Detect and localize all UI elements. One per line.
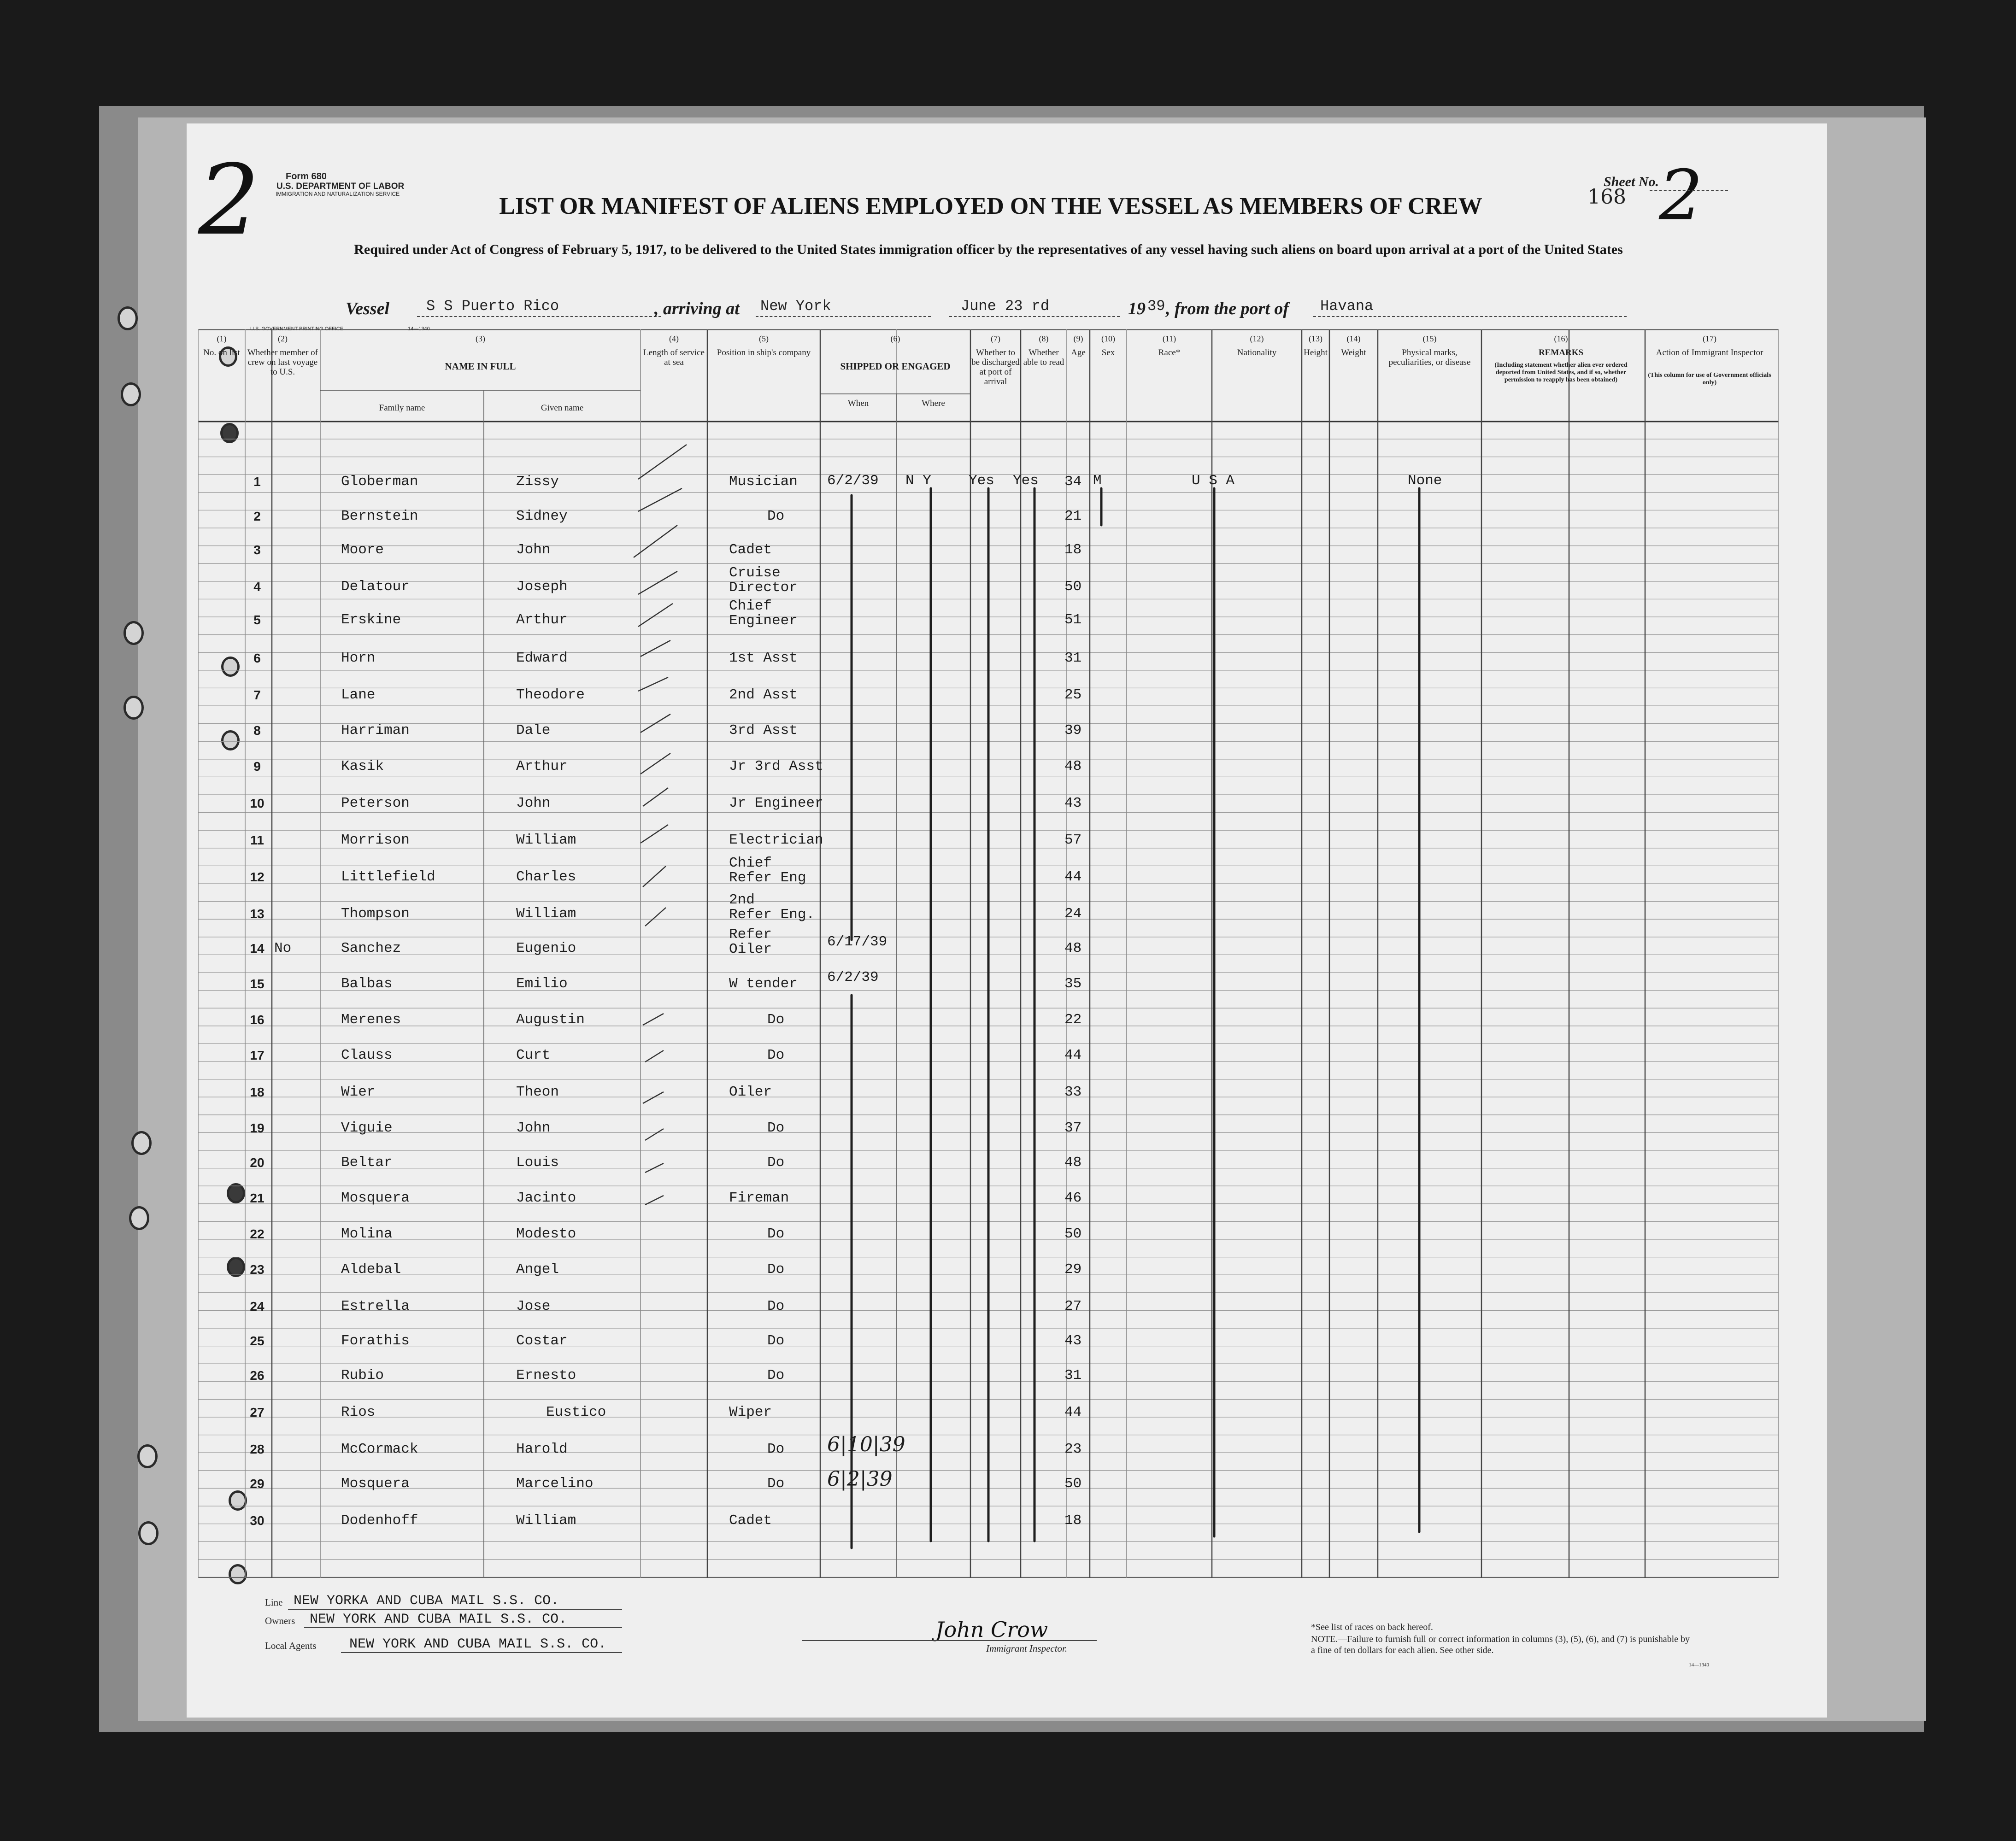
given-name: John bbox=[516, 795, 551, 811]
row-number: 30 bbox=[250, 1513, 264, 1528]
age: 44 bbox=[1064, 1047, 1082, 1063]
line-value: NEW YORKA AND CUBA MAIL S.S. CO. bbox=[294, 1593, 559, 1609]
given-name: John bbox=[516, 542, 551, 558]
position-in-company: Do bbox=[767, 508, 785, 524]
column-number: (15) bbox=[1422, 334, 1437, 343]
given-name: Edward bbox=[516, 650, 568, 666]
position-in-company: Cadet bbox=[729, 542, 772, 558]
position-in-company: Musician bbox=[729, 474, 798, 490]
given-name: Louis bbox=[516, 1155, 559, 1171]
given-name: Jacinto bbox=[516, 1190, 576, 1206]
family-name: Balbas bbox=[341, 976, 393, 992]
row-number: 25 bbox=[250, 1334, 264, 1348]
given-name: Dale bbox=[516, 722, 551, 739]
shipped-when: 6/17/39 bbox=[827, 934, 888, 950]
age: 37 bbox=[1064, 1120, 1082, 1136]
column-subheader: Family name bbox=[379, 403, 425, 413]
column-header: Position in ship's company bbox=[717, 348, 811, 358]
age: 44 bbox=[1064, 1404, 1082, 1420]
age: 48 bbox=[1064, 758, 1082, 774]
given-name: Marcelino bbox=[516, 1476, 594, 1492]
row-number: 8 bbox=[253, 723, 261, 738]
penalty-note: NOTE.—Failure to furnish full or correct information in columns (3), (5), (6), and (7) is punishable by a fine of ten dollars for each alien. See other side. bbox=[1311, 1634, 1690, 1655]
family-name: Merenes bbox=[341, 1012, 401, 1028]
family-name: Globerman bbox=[341, 474, 418, 490]
shipped-where-first: N Y bbox=[905, 473, 931, 489]
arrival-date: June 23 rd bbox=[961, 298, 1050, 315]
agents-underline bbox=[341, 1652, 622, 1653]
position-in-company: Chief Refer Eng bbox=[729, 855, 806, 886]
tick-mark bbox=[641, 753, 670, 774]
column-header: Race* bbox=[1158, 348, 1181, 358]
given-name: Angel bbox=[516, 1261, 559, 1278]
row-number: 22 bbox=[250, 1227, 264, 1241]
family-name: Littlefield bbox=[341, 869, 435, 885]
given-name: William bbox=[516, 906, 576, 922]
arrival-year: 39 bbox=[1147, 298, 1165, 315]
column-number: (9) bbox=[1073, 334, 1083, 343]
age: 31 bbox=[1064, 1367, 1082, 1384]
age: 46 bbox=[1064, 1190, 1082, 1206]
crew-last-voyage: No bbox=[274, 940, 292, 956]
given-name: John bbox=[516, 1120, 551, 1136]
able-to-read-first: Yes bbox=[1013, 473, 1039, 489]
column-header: Sex bbox=[1101, 348, 1115, 358]
vessel-name: S S Puerto Rico bbox=[426, 298, 559, 315]
family-name: Horn bbox=[341, 650, 376, 666]
family-name: Sanchez bbox=[341, 940, 401, 956]
column-number: (8) bbox=[1039, 334, 1049, 343]
age: 18 bbox=[1064, 1513, 1082, 1529]
given-name: Jose bbox=[516, 1298, 551, 1314]
given-name: Theodore bbox=[516, 687, 585, 703]
races-note: *See list of races on back hereof. bbox=[1311, 1622, 1433, 1632]
row-number: 20 bbox=[250, 1155, 264, 1170]
position-in-company: 2nd Asst bbox=[729, 687, 798, 703]
tick-mark bbox=[645, 1050, 664, 1062]
family-name: Kasik bbox=[341, 758, 384, 774]
position-in-company: Do bbox=[767, 1047, 785, 1063]
column-number: (16) bbox=[1554, 334, 1568, 343]
row-number: 17 bbox=[250, 1048, 264, 1062]
line-underline bbox=[288, 1609, 622, 1610]
family-name: Mosquera bbox=[341, 1476, 410, 1492]
position-in-company: Cadet bbox=[729, 1513, 772, 1529]
arriving-label: , arriving at bbox=[654, 299, 740, 318]
given-name: Arthur bbox=[516, 758, 568, 774]
column-header: Physical marks, peculiarities, or disease bbox=[1388, 348, 1471, 367]
tick-mark bbox=[643, 1014, 664, 1025]
arrival-port: New York bbox=[760, 298, 831, 315]
column-header: Length of service at sea bbox=[643, 348, 705, 367]
shipped-when: 6|10|39 bbox=[827, 1433, 905, 1456]
column-subheader: Where bbox=[922, 399, 945, 408]
column-subheader: When bbox=[847, 399, 869, 408]
family-name: Clauss bbox=[341, 1047, 393, 1063]
given-name: Arthur bbox=[516, 612, 568, 628]
column-header: Whether able to read bbox=[1023, 348, 1064, 367]
tick-mark bbox=[638, 571, 677, 594]
column-number: (10) bbox=[1101, 334, 1115, 343]
given-name: William bbox=[516, 1513, 576, 1529]
age: 43 bbox=[1064, 1333, 1082, 1349]
family-name: Erskine bbox=[341, 612, 401, 628]
position-in-company: 1st Asst bbox=[729, 650, 798, 666]
position-in-company: Do bbox=[767, 1367, 785, 1384]
given-name: Sidney bbox=[516, 508, 568, 524]
row-number: 29 bbox=[250, 1477, 264, 1491]
tick-mark bbox=[645, 1196, 664, 1205]
owners-label: Owners bbox=[265, 1615, 295, 1626]
row-number: 15 bbox=[250, 977, 264, 991]
column-header: REMARKS bbox=[1538, 348, 1584, 358]
family-name: Aldebal bbox=[341, 1261, 401, 1278]
given-name: Joseph bbox=[516, 579, 568, 595]
owners-value: NEW YORK AND CUBA MAIL S.S. CO. bbox=[310, 1612, 567, 1627]
position-in-company: 2nd Refer Eng. bbox=[729, 892, 815, 923]
family-name: Morrison bbox=[341, 832, 410, 848]
position-in-company: Do bbox=[767, 1226, 785, 1242]
column-header: Weight bbox=[1341, 348, 1366, 358]
position-in-company: Oiler bbox=[729, 1084, 772, 1100]
shipped-when: 6|2|39 bbox=[827, 1467, 893, 1491]
footer-form-code: 14—1340 bbox=[1689, 1662, 1709, 1668]
column-number: (1) bbox=[217, 334, 227, 343]
row-number: 10 bbox=[250, 796, 264, 810]
family-name: Delatour bbox=[341, 579, 410, 595]
position-in-company: Jr Engineer bbox=[729, 795, 823, 811]
family-name: Rubio bbox=[341, 1367, 384, 1384]
departure-port: Havana bbox=[1320, 298, 1374, 315]
printing-code: 14—1340 bbox=[408, 326, 430, 332]
column-header: Whether to be discharged at port of arrival bbox=[971, 348, 1020, 387]
family-name: Harriman bbox=[341, 722, 410, 739]
department: U.S. DEPARTMENT OF LABOR bbox=[276, 182, 405, 191]
signature-line bbox=[802, 1640, 1097, 1641]
service: IMMIGRATION AND NATURALIZATION SERVICE bbox=[276, 191, 400, 197]
sheet-number: 2 bbox=[1659, 156, 1703, 236]
position-in-company: Wiper bbox=[729, 1404, 772, 1420]
position-in-company: Do bbox=[767, 1155, 785, 1171]
tick-mark bbox=[643, 788, 668, 806]
position-in-company: Electrician bbox=[729, 832, 823, 848]
given-name: Theon bbox=[516, 1084, 559, 1100]
given-name: Eustico bbox=[546, 1404, 606, 1420]
column-subheader: (This column for use of Government officials only) bbox=[1648, 372, 1771, 386]
row-number: 24 bbox=[250, 1299, 264, 1313]
given-name: Zissy bbox=[516, 474, 559, 490]
row-number: 26 bbox=[250, 1368, 264, 1383]
column-header: Height bbox=[1304, 348, 1328, 358]
row-number: 21 bbox=[250, 1191, 264, 1205]
column-number: (12) bbox=[1250, 334, 1264, 343]
vessel-label: Vessel bbox=[346, 299, 389, 318]
row-number: 13 bbox=[250, 907, 264, 921]
position-in-company: W tender bbox=[729, 976, 798, 992]
position-in-company: Chief Engineer bbox=[729, 598, 798, 629]
family-name: Moore bbox=[341, 542, 384, 558]
given-name: Curt bbox=[516, 1047, 551, 1063]
tick-mark bbox=[641, 714, 670, 733]
row-number: 19 bbox=[250, 1121, 264, 1135]
position-in-company: Jr 3rd Asst bbox=[729, 758, 823, 774]
printing-office: U.S. GOVERNMENT PRINTING OFFICE bbox=[250, 326, 344, 332]
age: 21 bbox=[1064, 508, 1082, 524]
row-number: 16 bbox=[250, 1013, 264, 1027]
age: 24 bbox=[1064, 906, 1082, 922]
family-name: Thompson bbox=[341, 906, 410, 922]
age: 25 bbox=[1064, 687, 1082, 703]
age: 23 bbox=[1064, 1441, 1082, 1457]
row-number: 23 bbox=[250, 1262, 264, 1277]
sheet-stamp: 168 bbox=[1587, 185, 1626, 209]
row-number: 6 bbox=[253, 651, 261, 665]
column-header: Age bbox=[1071, 348, 1086, 358]
age: 51 bbox=[1064, 612, 1082, 628]
family-name: Viguie bbox=[341, 1120, 393, 1136]
age: 50 bbox=[1064, 579, 1082, 595]
agents-label: Local Agents bbox=[265, 1640, 317, 1651]
column-header: SHIPPED OR ENGAGED bbox=[840, 361, 951, 372]
column-number: (11) bbox=[1162, 334, 1176, 343]
row-number: 14 bbox=[250, 941, 264, 956]
age: 43 bbox=[1064, 795, 1082, 811]
tick-mark bbox=[643, 1092, 664, 1103]
position-in-company: Do bbox=[767, 1012, 785, 1028]
tick-mark bbox=[638, 677, 668, 691]
given-name: Modesto bbox=[516, 1226, 576, 1242]
position-in-company: Do bbox=[767, 1120, 785, 1136]
column-number: (17) bbox=[1703, 334, 1716, 343]
tick-mark bbox=[645, 1129, 664, 1140]
race-first: U S A bbox=[1192, 473, 1235, 489]
age: 48 bbox=[1064, 1155, 1082, 1171]
family-name: Lane bbox=[341, 687, 376, 703]
age: 50 bbox=[1064, 1476, 1082, 1492]
family-name: Rios bbox=[341, 1404, 376, 1420]
tick-mark bbox=[641, 825, 668, 843]
age: 29 bbox=[1064, 1261, 1082, 1278]
column-subheader: (Including statement whether alien ever ordered deported from United States, and if so, whether permission to reapply has been obtained) bbox=[1494, 362, 1628, 383]
column-header: Whether member of crew on last voyage to U.S. bbox=[247, 348, 318, 377]
given-name: Emilio bbox=[516, 976, 568, 992]
row-number: 3 bbox=[253, 543, 261, 557]
position-in-company: Cruise Director bbox=[729, 565, 798, 596]
position-in-company: Do bbox=[767, 1333, 785, 1349]
column-number: (6) bbox=[890, 334, 900, 343]
position-in-company: Do bbox=[767, 1261, 785, 1278]
tick-mark bbox=[643, 866, 666, 887]
column-number: (7) bbox=[991, 334, 1000, 343]
inspector-label: Immigrant Inspector. bbox=[986, 1643, 1068, 1654]
given-name: Costar bbox=[516, 1333, 568, 1349]
page-subtitle: Required under Act of Congress of February 5, 1917, to be delivered to the United States immigration officer by the representatives of any vessel having such aliens on board upon arrival at a port of the United States bbox=[354, 242, 1623, 257]
page-title: LIST OR MANIFEST OF ALIENS EMPLOYED ON THE VESSEL AS MEMBERS OF CREW bbox=[499, 193, 1482, 219]
given-name: William bbox=[516, 832, 576, 848]
row-number: 7 bbox=[253, 688, 261, 702]
tick-mark bbox=[645, 908, 666, 926]
position-in-company: Do bbox=[767, 1476, 785, 1492]
age: 44 bbox=[1064, 869, 1082, 885]
age: 22 bbox=[1064, 1012, 1082, 1028]
age: 48 bbox=[1064, 940, 1082, 956]
column-number: (5) bbox=[759, 334, 769, 343]
sheet-label: Sheet No. bbox=[1604, 174, 1659, 189]
row-number: 2 bbox=[253, 509, 261, 523]
given-name: Harold bbox=[516, 1441, 568, 1457]
family-name: Mosquera bbox=[341, 1190, 410, 1206]
owners-underline bbox=[304, 1627, 622, 1628]
row-number: 4 bbox=[253, 580, 261, 594]
position-in-company: Do bbox=[767, 1298, 785, 1314]
column-number: (3) bbox=[476, 334, 485, 343]
column-subheader: Given name bbox=[541, 403, 584, 413]
position-in-company: Fireman bbox=[729, 1190, 789, 1206]
agents-value: NEW YORK AND CUBA MAIL S.S. CO. bbox=[349, 1636, 607, 1652]
row-number: 9 bbox=[253, 759, 261, 774]
physical-marks-first: None bbox=[1408, 473, 1442, 489]
row-number: 1 bbox=[253, 475, 261, 489]
position-in-company: Do bbox=[767, 1441, 785, 1457]
column-number: (14) bbox=[1346, 334, 1361, 343]
tick-mark bbox=[638, 445, 687, 479]
row-number: 11 bbox=[250, 833, 264, 847]
tick-mark bbox=[634, 525, 677, 557]
position-in-company: Refer Oiler bbox=[729, 926, 772, 957]
column-number: (4) bbox=[669, 334, 679, 343]
column-number: (2) bbox=[278, 334, 288, 343]
age: 39 bbox=[1064, 722, 1082, 739]
form-number: Form 680 bbox=[286, 171, 327, 182]
age: 27 bbox=[1064, 1298, 1082, 1314]
age: 31 bbox=[1064, 650, 1082, 666]
family-name: Molina bbox=[341, 1226, 393, 1242]
tick-mark bbox=[638, 604, 673, 627]
sex-first: M bbox=[1093, 473, 1102, 489]
row-number: 5 bbox=[253, 613, 261, 627]
line-label: Line bbox=[265, 1597, 283, 1608]
family-name: Peterson bbox=[341, 795, 410, 811]
position-in-company: 3rd Asst bbox=[729, 722, 798, 739]
column-header: NAME IN FULL bbox=[445, 361, 516, 372]
age: 50 bbox=[1064, 1226, 1082, 1242]
given-name: Charles bbox=[516, 869, 576, 885]
column-header: Action of Immigrant Inspector bbox=[1656, 348, 1763, 358]
age: 34 bbox=[1064, 474, 1082, 490]
handwritten-mark: 2 bbox=[198, 144, 260, 257]
age: 33 bbox=[1064, 1084, 1082, 1100]
given-name: Augustin bbox=[516, 1012, 585, 1028]
row-number: 18 bbox=[250, 1085, 264, 1099]
tick-mark bbox=[638, 488, 682, 511]
family-name: Dodenhoff bbox=[341, 1513, 418, 1529]
family-name: McCormack bbox=[341, 1441, 418, 1457]
year-prefix: 19 bbox=[1128, 299, 1146, 318]
shipped-when: 6/2/39 bbox=[827, 969, 879, 985]
given-name: Eugenio bbox=[516, 940, 576, 956]
column-header: No. on list bbox=[203, 348, 240, 358]
family-name: Bernstein bbox=[341, 508, 418, 524]
inspector-signature: John Crow bbox=[935, 1617, 1048, 1642]
column-number: (13) bbox=[1309, 334, 1322, 343]
from-port-label: , from the port of bbox=[1166, 299, 1289, 318]
family-name: Forathis bbox=[341, 1333, 410, 1349]
row-number: 27 bbox=[250, 1405, 264, 1419]
family-name: Estrella bbox=[341, 1298, 410, 1314]
family-name: Beltar bbox=[341, 1155, 393, 1171]
discharged-first: Yes bbox=[969, 473, 994, 489]
row-number: 12 bbox=[250, 870, 264, 884]
family-name: Wier bbox=[341, 1084, 376, 1100]
age: 18 bbox=[1064, 542, 1082, 558]
tick-mark bbox=[641, 640, 670, 657]
tick-mark bbox=[645, 1163, 664, 1173]
age: 35 bbox=[1064, 976, 1082, 992]
given-name: Ernesto bbox=[516, 1367, 576, 1384]
age: 57 bbox=[1064, 832, 1082, 848]
shipped-when-first: 6/2/39 bbox=[827, 473, 879, 489]
column-header: Nationality bbox=[1237, 348, 1277, 358]
row-number: 28 bbox=[250, 1442, 264, 1456]
